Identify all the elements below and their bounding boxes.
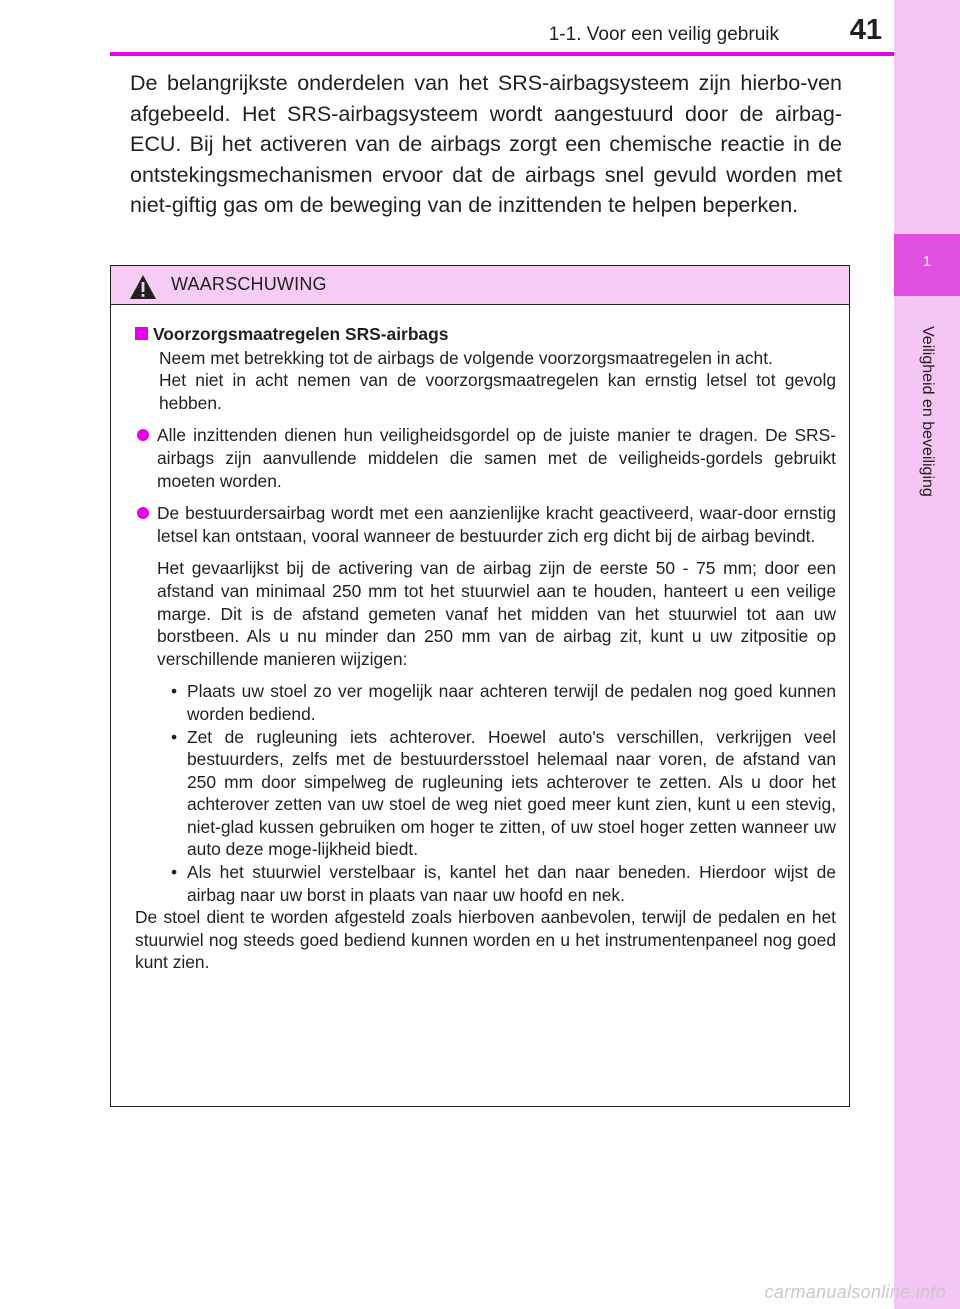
bullet-mark: • bbox=[171, 862, 178, 883]
warning-header bbox=[111, 266, 849, 305]
list-item-text: Zet de rugleuning iets achterover. Hoewel auto's verschillen, verkrijgen veel bestuurders, zelfs met de bestuurdersstoel helemaal naar voren, de afstand van 250 mm door simpelweg de rugleuning iets achterover te zetten. Als u door het achterover zetten van uw stoel de weg niet goed meer kunt zien, kunt u een stevig, niet-glad kussen gebruiken om hoger te zitten, of uw stoel hoger zetten wanneer uw auto deze moge-lijkheid biedt. bbox=[187, 726, 836, 860]
square-bullet-icon bbox=[135, 327, 148, 340]
dot-item-text: Alle inzittenden dienen hun veiligheidsgordel op de juiste manier te dragen. De SRS-airbags zijn aanvullende middelen die samen met de veiligheids-gordels gebruikt moeten worden. bbox=[157, 425, 836, 491]
bullet-mark: • bbox=[171, 681, 178, 702]
warning-box bbox=[110, 265, 850, 1107]
distance-paragraph: Het gevaarlijkst bij de activering van de airbag zijn de eerste 50 - 75 mm; door een afstand van minimaal 250 mm tot het stuurwiel aan te houden, hanteert u een veilige marge. Dit is de afstand gemeten vanaf het midden van het stuurwiel tot aan uw borstbeen. Als u nu minder dan 250 mm van de airbag zit, kunt u uw zitpositie op verschillende manieren wijzigen: bbox=[157, 558, 836, 669]
warning-heading-text: Voorzorgsmaatregelen SRS-airbags bbox=[153, 324, 449, 344]
chapter-title: Veiligheid en beveiliging bbox=[919, 326, 936, 497]
list-item bbox=[157, 726, 836, 862]
page-header bbox=[0, 0, 894, 52]
watermark: carmanualsonline.info bbox=[764, 1282, 946, 1302]
bullet-mark: • bbox=[171, 726, 178, 747]
warning-title: WAARSCHUWING bbox=[171, 274, 327, 294]
warning-body bbox=[111, 323, 849, 974]
intro-paragraph: De belangrijkste onderdelen van het SRS-airbagsysteem zijn hierbo-ven afgebeeld. Het SRS-airbagsysteem wordt aangestuurd door de airbag-ECU. Bij het activeren van de airbags zorgt een chemische reactie in de ontstekingsmechanismen ervoor dat de airbags snel gevuld worden met niet-giftig gas om de beweging van de inzittenden te helpen beperken. bbox=[130, 71, 842, 218]
page-number: 41 bbox=[849, 14, 882, 46]
dot-item bbox=[135, 502, 836, 547]
bullet-list bbox=[135, 680, 836, 906]
header-rule bbox=[110, 52, 960, 56]
list-item bbox=[157, 680, 836, 725]
warning-heading bbox=[135, 323, 836, 346]
warning-paragraph-2: Het niet in acht nemen van de voorzorgsmaatregelen kan ernstig letsel tot gevolg hebben. bbox=[159, 370, 836, 413]
list-item-text: Als het stuurwiel verstelbaar is, kantel het dan naar beneden. Hierdoor wijst de airbag naar uw borst in plaats van naar uw hoofd en nek. bbox=[187, 862, 836, 905]
chapter-number: 1 bbox=[922, 253, 932, 270]
dot-item-text: De bestuurdersairbag wordt met een aanzienlijke kracht geactiveerd, waar-door ernstig letsel kan ontstaan, vooral wanneer de bestuurder zich erg dicht bij de airbag bevindt. bbox=[157, 503, 836, 546]
list-item-text: Plaats uw stoel zo ver mogelijk naar achteren terwijl de pedalen nog goed kunnen worden bediend. bbox=[187, 681, 836, 724]
list-item bbox=[157, 861, 836, 906]
chapter-side-tab bbox=[894, 0, 960, 1309]
round-bullet-icon bbox=[137, 507, 149, 519]
round-bullet-icon bbox=[137, 429, 149, 441]
dot-item bbox=[135, 424, 836, 492]
section-title: 1-1. Voor een veilig gebruik bbox=[548, 24, 779, 45]
closing-paragraph: De stoel dient te worden afgesteld zoals hierboven aanbevolen, terwijl de pedalen en het stuurwiel nog steeds goed bediend kunnen worden en u het instrumentenpaneel nog goed kunt zien. bbox=[135, 907, 836, 973]
warning-triangle-icon bbox=[129, 274, 157, 300]
warning-paragraph-1: Neem met betrekking tot de airbags de volgende voorzorgsmaatregelen in acht. bbox=[159, 347, 773, 368]
